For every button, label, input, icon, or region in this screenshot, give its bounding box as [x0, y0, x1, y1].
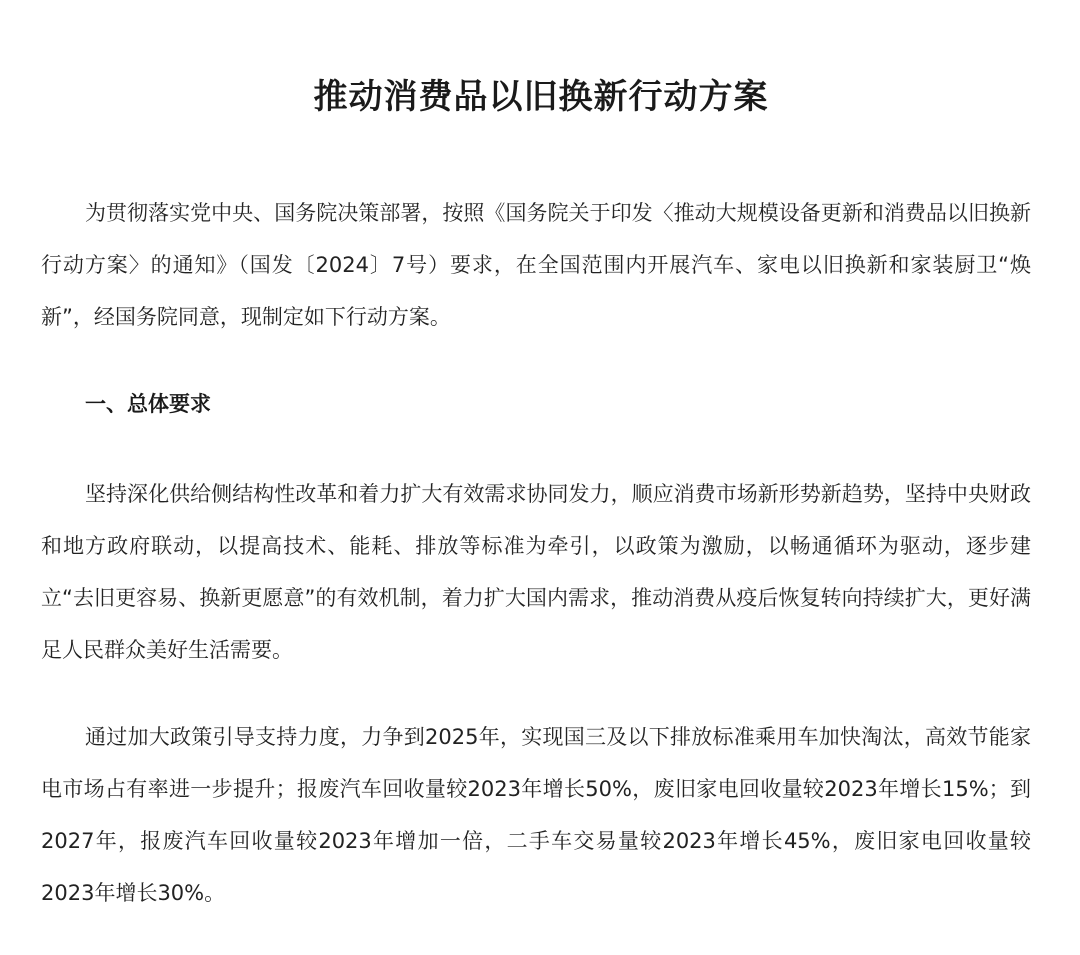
intro-paragraph: 为贯彻落实党中央、国务院决策部署，按照《国务院关于印发〈推动大规模设备更新和消费品以旧换新行动方案〉的通知》（国发〔2024〕7号）要求，在全国范围内开展汽车、家电以旧换新和家装厨卫“焕新”，经国务院同意，现制定如下行动方案。 [41, 201, 1031, 329]
requirements-paragraph: 坚持深化供给侧结构性改革和着力扩大有效需求协同发力，顺应消费市场新形势新趋势，坚持中央财政和地方政府联动，以提高技术、能耗、排放等标准为牵引，以政策为激励，以畅通循环为驱动，逐步建立“去旧更容易、换新更愿意”的有效机制，着力扩大国内需求，推动消费从疫后恢复转向持续扩大，更好满足人民群众美好生活需要。 [41, 482, 1031, 662]
section-heading: 一、总体要求 [85, 391, 211, 416]
targets-paragraph: 通过加大政策引导支持力度，力争到2025年，实现国三及以下排放标准乘用车加快淘汰，高效节能家电市场占有率进一步提升；报废汽车回收量较2023年增长50%，废旧家电回收量较2023年增长15%；到2027年，报废汽车回收量较2023年增加一倍，二手车交易量较2023年增长45%，废旧家电回收量较2023年增长30%。 [41, 725, 1031, 905]
document-title: 推动消费品以旧换新行动方案 [313, 77, 769, 117]
